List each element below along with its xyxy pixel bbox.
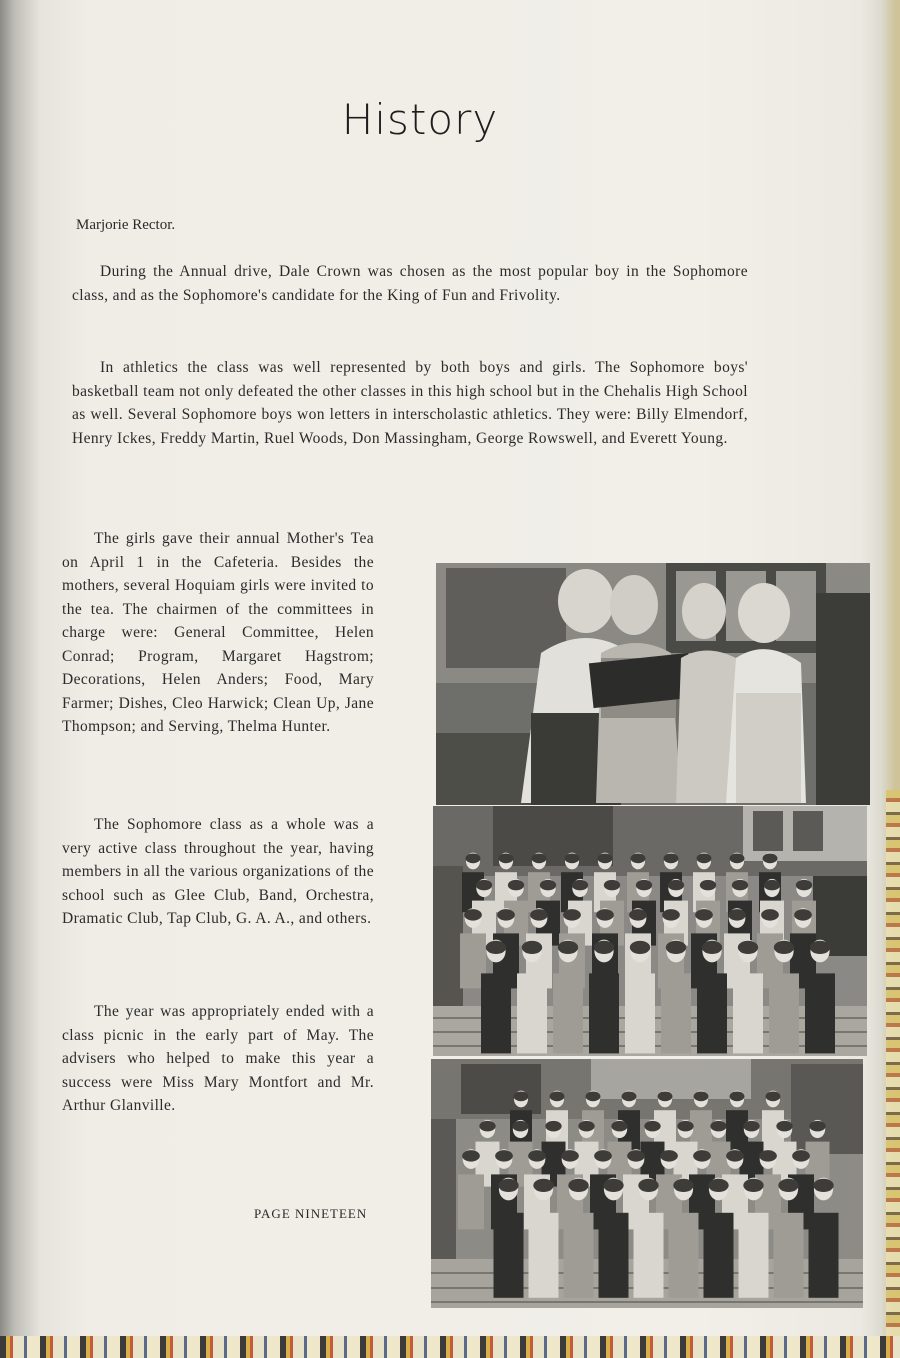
page-title: History: [341, 95, 499, 144]
page-number: PAGE NINETEEN: [254, 1206, 368, 1221]
paragraph-class-picnic: The year was appropriately ended with a class picnic in the early part of May. The advisers who helped to make this year a success were Miss Mary Montfort and Mr. Arthur Glanville.: [62, 1003, 374, 1114]
paragraph-mothers-tea: The girls gave their annual Mother's Tea on April 1 in the Cafeteria. Besides the mothers, several Hoquiam girls were invited to the tea. The chairmen of the committees in charge were: General Committee, Helen Conrad; Program, Margaret Hagstrom; Decorations, Helen Anders; Food, Mary Farmer; Dishes, Cleo Harwick; Clean Up, Jane Thompson; and Serving, Thelma Hunter.: [62, 530, 374, 735]
paragraph-activities: The Sophomore class as a whole was a very active class throughout the year, having members in all the various organizations of the school such as Glee Club, Band, Orchestra, Dramatic Club, Tap Club, G. A. A., and others.: [62, 816, 374, 927]
paragraph-athletics: In athletics the class was well represented by both boys and girls. The Sophomore boys' basketball team not only defeated the other classes in this high school but in the Chehalis High School as well. Several Sophomore boys won letters in interscholastic athletics. They were: Billy Elmendorf, Henry Ickes, Freddy Martin, Ruel Woods, Don Massingham, George Rowswell, and Everett Young.: [72, 359, 748, 447]
paragraph-annual-drive: During the Annual drive, Dale Crown was chosen as the most popular boy in the Sophomore class, and as the Sophomore's candidate for the King of Fun and Frivolity.: [72, 263, 748, 304]
author-name: Marjorie Rector.: [76, 217, 176, 233]
bottom-edge: [0, 1336, 900, 1358]
photo-class-group-1: [433, 806, 867, 1056]
photo-class-group-2: [431, 1059, 863, 1308]
photo-students-reading: [436, 563, 870, 805]
spine-edge: [886, 790, 900, 1350]
